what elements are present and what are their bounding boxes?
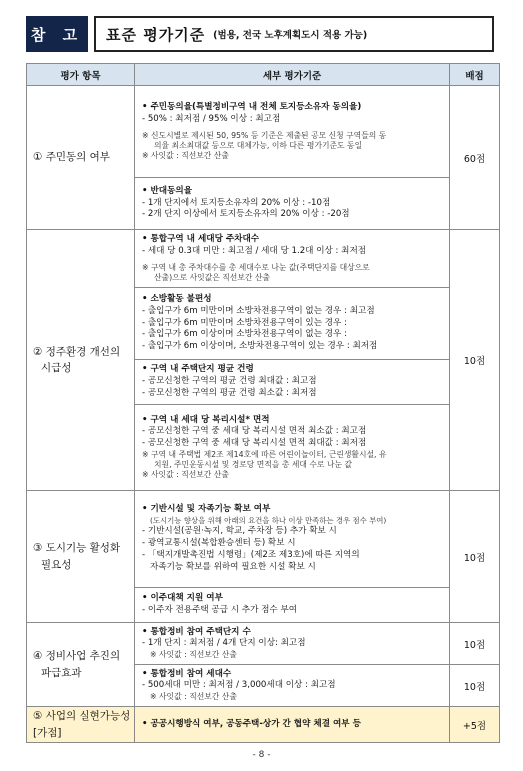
score-2: 10점 bbox=[450, 230, 500, 491]
header-criteria: 세부 평가기준 bbox=[135, 64, 450, 86]
criteria-cell: • 소방활동 불편성 - 출입구가 6m 미만이며 소방차전용구역이 없는 경우 : 최고점 - 출입구가 6m 미만이며 소방차전용구역이 있는 경우 : - 출입구가 6m 이상이며 소방차전용구역이 없는 경우 : - 출입구가 6m 이상이며, 소방차전용구역이 있는 경우 : 최저점 bbox=[135, 288, 450, 360]
score-4b: 10점 bbox=[450, 665, 500, 707]
criteria-cell: • 통합정비 참여 세대수 - 500세대 미만 : 최저점 / 3,000세대 이상 : 최고점 ※ 사잇값 : 직선보간 산출 bbox=[135, 665, 450, 707]
page-header bbox=[26, 16, 494, 52]
table-row bbox=[27, 86, 500, 178]
table-row bbox=[27, 623, 500, 665]
page-title: 표준 평가기준 bbox=[106, 25, 206, 44]
criteria-cell: • 이주대책 지원 여부 - 이주자 전용주택 공급 시 추가 점수 부여 bbox=[135, 588, 450, 623]
score-1: 60점 bbox=[450, 86, 500, 230]
evaluation-table bbox=[26, 63, 500, 743]
table-header-row bbox=[27, 64, 500, 86]
header-category: 평가 항목 bbox=[27, 64, 135, 86]
criteria-cell: • 반대동의율 - 1개 단지에서 토지등소유자의 20% 이상 : -10점 - 2개 단지 이상에서 토지등소유자의 20% 이상 : -20점 bbox=[135, 178, 450, 230]
category-5: ⑤ 사업의 실현가능성 [가점] bbox=[27, 707, 135, 743]
criteria-cell: • 통합정비 참여 주택단지 수 - 1개 단지 : 최저점 / 4개 단지 이상: 최고점 ※ 사잇값 : 직선보간 산출 bbox=[135, 623, 450, 665]
category-1: ① 주민동의 여부 bbox=[27, 86, 135, 230]
header-score: 배점 bbox=[450, 64, 500, 86]
title-box bbox=[94, 16, 494, 52]
category-2: ② 정주환경 개선의 시급성 bbox=[27, 230, 135, 491]
criteria-cell: • 공공시행방식 여부, 공동주택-상가 간 협약 체결 여부 등 bbox=[135, 707, 450, 743]
category-3: ③ 도시기능 활성화 필요성 bbox=[27, 491, 135, 623]
criteria-cell: • 주민동의율(특별정비구역 내 전체 토지등소유자 동의율) - 50% : 최저점 / 95% 이상 : 최고점 ※ 신도시별로 제시된 50, 95% 등 기준은 제출된 공모 신청 구역들의 동 의율 최소최대값 등으로 대체가능, 이하 다른 평가기준도 동일 ※ 사잇값 : 직선보간 산출 bbox=[135, 86, 450, 178]
score-3: 10점 bbox=[450, 491, 500, 623]
page-subtitle: (범용, 전국 노후계획도시 적용 가능) bbox=[213, 30, 368, 41]
reference-badge: 참 고 bbox=[26, 16, 88, 52]
criteria-cell: • 구역 내 주택단지 평균 건령 - 공모신청한 구역의 평균 건령 최대값 : 최고점 - 공모신청한 구역의 평균 건령 최소값 : 최저점 bbox=[135, 360, 450, 405]
score-5: +5점 bbox=[450, 707, 500, 743]
table-row bbox=[27, 707, 500, 743]
criteria-cell: • 통합구역 내 세대당 주차대수 - 세대 당 0.3대 미만 : 최고점 / 세대 당 1.2대 이상 : 최저점 ※ 구역 내 총 주차대수를 총 세대수로 나눈 값(주택단지를 대상으로 산출)으로 사잇값은 직선보간 산출 bbox=[135, 230, 450, 288]
table-row bbox=[27, 230, 500, 288]
category-4: ④ 정비사업 추진의 파급효과 bbox=[27, 623, 135, 707]
score-4a: 10점 bbox=[450, 623, 500, 665]
table-row bbox=[27, 491, 500, 588]
criteria-cell: • 기반시설 및 자족기능 확보 여부 (도시기능 향상을 위해 아래의 요건을 하나 이상 만족하는 경우 점수 부여) - 기반시설(공원·녹지, 학교, 주차장 등) 추가 확보 시 - 광역교통시설(복합환승센터 등) 확보 시 - 「택지개발촉진법 시행령」(제2조 제3호)에 따른 지역의 자족기능 확보를 위하여 필요한 시설 확보 시 bbox=[135, 491, 450, 588]
criteria-cell: • 구역 내 세대 당 복리시설* 면적 - 공모신청한 구역 중 세대 당 복리시설 면적 최소값 : 최고점 - 공모신청한 구역 중 세대 당 복리시설 면적 최대값 : 최저점 ※ 구역 내 주택법 제2조 제14호에 따른 어린이놀이터, 근린생활시설, 유 치원, 주민운동시설 및 경로당 면적을 총 세대 수로 나눈 값 ※ 사잇값 : 직선보간 산출 bbox=[135, 405, 450, 491]
page-number: - 8 - bbox=[252, 750, 271, 760]
